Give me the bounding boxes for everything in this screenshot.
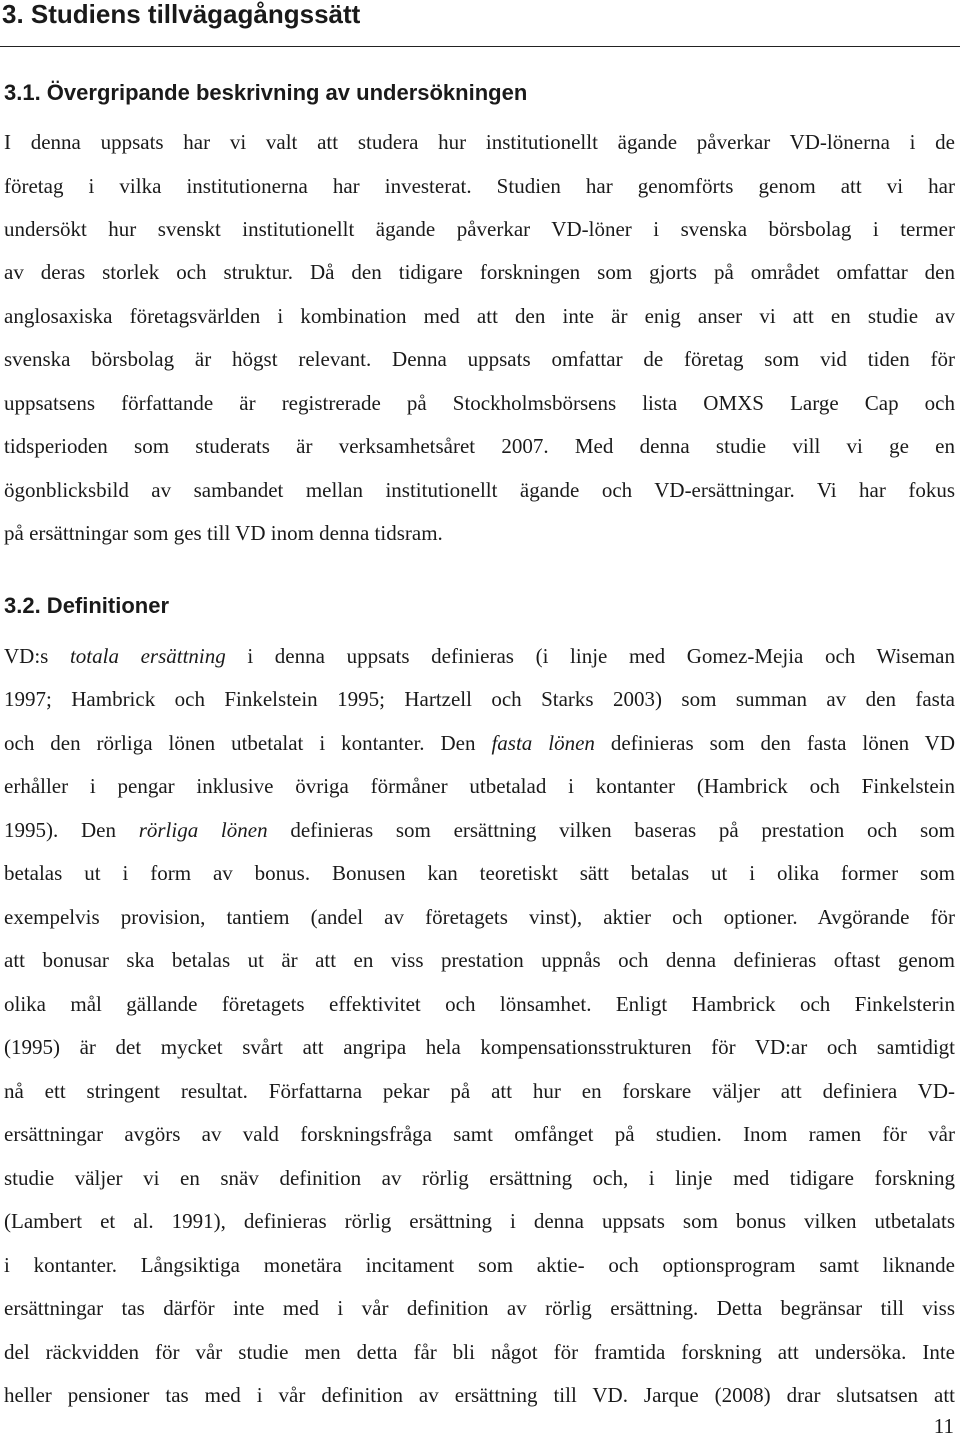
paragraph-line: av deras storlek och struktur. Då den tidigare forskningen som gjorts på området omfattar den <box>4 260 955 284</box>
defined-term: fasta lönen <box>491 731 595 755</box>
chapter-heading: 3. Studiens tillvägagångssätt <box>2 0 361 29</box>
text-run: definieras som den fasta lönen VD <box>594 731 955 755</box>
paragraph-line: i kontanter. Långsiktiga monetära incitament som aktie- och optionsprogram samt liknande <box>4 1253 955 1277</box>
paragraph-line <box>4 728 955 758</box>
paragraph-line: olika mål gällande företagets effektivitet och lönsamhet. Enligt Hambrick och Finkelsterin <box>4 992 955 1016</box>
paragraph-line: erhåller i pengar inklusive övriga förmåner utbetalad i kontanter (Hambrick och Finkelstein <box>4 774 955 798</box>
paragraph-line: betalas ut i form av bonus. Bonusen kan teoretiskt sätt betalas ut i olika former som <box>4 861 955 885</box>
paragraph-line: att bonusar ska betalas ut är att en viss prestation uppnås och denna definieras oftast genom <box>4 948 955 972</box>
paragraph-line: del räckvidden för vår studie men detta får bli något för framtida forskning att undersöka. Inte <box>4 1340 955 1364</box>
paragraph-line: undersökt hur svenskt institutionellt ägande påverkar VD-löner i svenska börsbolag i termer <box>4 217 955 241</box>
paragraph-line: svenska börsbolag är högst relevant. Denna uppsats omfattar de företag som vid tiden för <box>4 347 955 371</box>
text-run: definieras som ersättning vilken baseras på prestation och som <box>267 818 956 842</box>
section-heading-3-2: 3.2. Definitioner <box>4 593 170 618</box>
paragraph-line <box>4 641 955 671</box>
paragraph-line: I denna uppsats har vi valt att studera hur institutionellt ägande påverkar VD-lönerna i de <box>4 130 955 154</box>
text-run: och den rörliga lönen utbetalat i kontanter. Den <box>4 731 492 755</box>
paragraph-line: ersättningar avgörs av vald forskningsfråga samt omfånget på studien. Inom ramen för vår <box>4 1122 955 1146</box>
text-run: VD:s <box>4 644 70 668</box>
paragraph-line: ersättningar tas därför inte med i vår definition av rörlig ersättning. Detta begränsar till viss <box>4 1296 955 1320</box>
paragraph-line: tidsperioden som studerats är verksamhetsåret 2007. Med denna studie vill vi ge en <box>4 434 955 458</box>
paragraph-line: 1997; Hambrick och Finkelstein 1995; Hartzell och Starks 2003) som summan av den fasta <box>4 687 955 711</box>
paragraph-line: anglosaxiska företagsvärlden i kombination med att den inte är enig anser vi att en studie av <box>4 304 955 328</box>
section-heading-3-1: 3.1. Övergripande beskrivning av undersökningen <box>4 80 528 105</box>
text-run: 1995). Den <box>4 818 139 842</box>
page-number: 11 <box>933 1414 954 1438</box>
heading-rule <box>0 46 960 47</box>
paragraph-line: studie väljer vi en snäv definition av rörlig ersättning och, i linje med tidigare forskning <box>4 1166 955 1190</box>
paragraph-line <box>4 815 955 845</box>
defined-term: rörliga lönen <box>138 818 268 842</box>
paragraph-line: nå ett stringent resultat. Författarna pekar på att hur en forskare väljer att definiera VD- <box>4 1079 955 1103</box>
text-run: i denna uppsats definieras (i linje med Gomez-Mejia och Wiseman <box>225 644 955 668</box>
paragraph-line: på ersättningar som ges till VD inom denna tidsram. <box>4 521 443 545</box>
paragraph-line: uppsatsens författande är registrerade på Stockholmsbörsens lista OMXS Large Cap och <box>4 391 955 415</box>
paragraph-line: exempelvis provision, tantiem (andel av företagets vinst), aktier och optioner. Avgörande för <box>4 905 955 929</box>
paragraph-line: ögonblicksbild av sambandet mellan institutionellt ägande och VD-ersättningar. Vi har fokus <box>4 478 955 502</box>
paragraph-line: heller pensioner tas med i vår definition av ersättning till VD. Jarque (2008) drar slutsatsen att <box>4 1383 955 1407</box>
paragraph-line: företag i vilka institutionerna har investerat. Studien har genomförts genom att vi har <box>4 174 955 198</box>
paragraph-line: (Lambert et al. 1991), definieras rörlig ersättning i denna uppsats som bonus vilken utbetalats <box>4 1209 955 1233</box>
paragraph-line: (1995) är det mycket svårt att angripa hela kompensationsstrukturen för VD:ar och samtidigt <box>4 1035 955 1059</box>
defined-term: totala ersättning <box>69 644 226 668</box>
